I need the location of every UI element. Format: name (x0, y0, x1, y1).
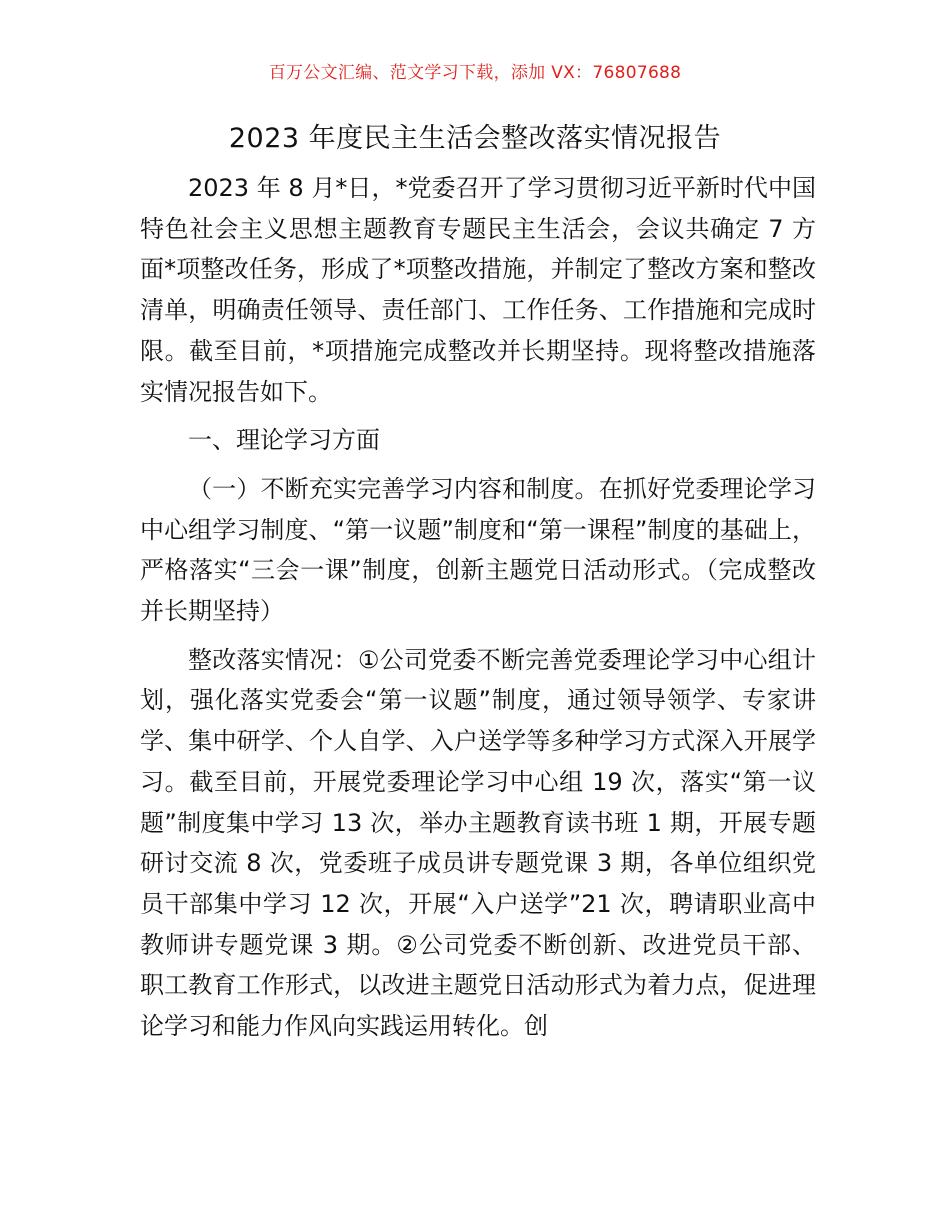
progress-paragraph: 整改落实情况：①公司党委不断完善党委理论学习中心组计划，强化落实党委会“第一议题”制度，通过领导领学、专家讲学、集中研学、个人自学、入户送学等多种学习方式深入开展学习。截至目前，开展党委理论学习中心组 19 次，落实“第一议题”制度集中学习 13 次，举办主题教育读书班 1 期，开展专题研讨交流 8 次，党委班子成员讲专题党课 3 期，各单位组织党员干部集中学习 12 次，开展“入户送学”21 次，聘请职业高中教师讲专题党课 3 期。②公司党委不断创新、改进党员干部、职工教育工作形式，以改进主题党日活动形式为着力点，促进理论学习和能力作风向实践运用转化。创 (140, 645, 816, 1041)
intro-paragraph: 2023 年 8 月*日，*党委召开了学习贯彻习近平新时代中国特色社会主义思想主题教育专题民主生活会，会议共确定 7 方面*项整改任务，形成了*项整改措施，并制定了整改方案和整改清单，明确责任领导、责任部门、工作任务、工作措施和完成时限。截至目前，*项措施完成整改并长期坚持。现将整改措施落实情况报告如下。 (140, 174, 816, 406)
item-paragraph: （一）不断充实完善学习内容和制度。在抓好党委理论学习中心组学习制度、“第一议题”制度和“第一课程”制度的基础上，严格落实“三会一课”制度，创新主题党日活动形式。（完成整改并长期坚持） (140, 474, 816, 626)
document-body (140, 168, 816, 1047)
header-note: 百万公文汇编、范文学习下载，添加 VX：76807688 (268, 63, 682, 83)
section-heading: 一、理论学习方面 (188, 426, 380, 455)
document-title: 2023 年度民主生活会整改落实情况报告 (228, 123, 722, 154)
